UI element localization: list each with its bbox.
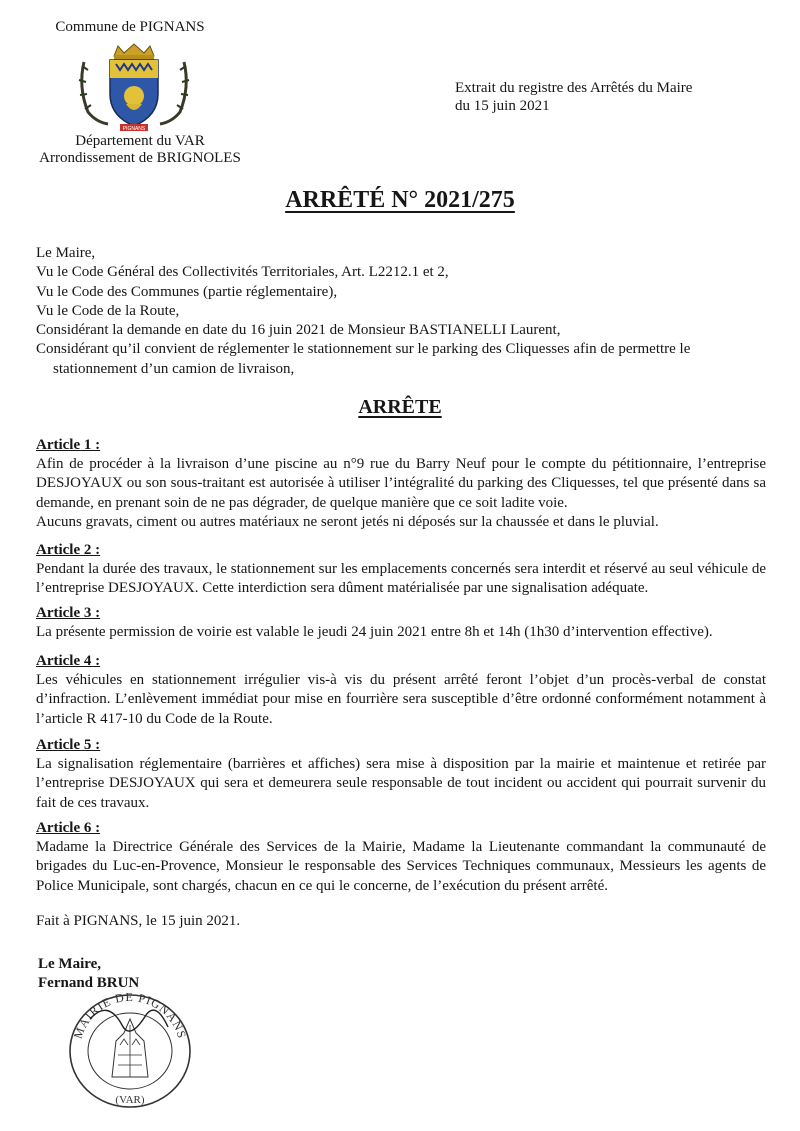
register-extract xyxy=(455,79,692,115)
arrondissement-line: Arrondissement de BRIGNOLES xyxy=(39,150,241,166)
article-title: Article 6 : xyxy=(36,820,101,836)
article-title: Article 1 : xyxy=(36,437,101,453)
preamble-line: Vu le Code des Communes (partie réglementaire), xyxy=(36,283,338,300)
article-2 xyxy=(36,541,766,599)
preamble-line: Vu le Code de la Route, xyxy=(36,302,180,319)
preamble-line: Considérant la demande en date du 16 juin 2021 de Monsieur BASTIANELLI Laurent, xyxy=(36,322,561,339)
article-1 xyxy=(36,436,766,532)
decree-heading: ARRÊTE xyxy=(358,396,442,418)
article-4 xyxy=(36,652,766,729)
article-body: La signalisation réglementaire (barrières et affiches) sera mise à disposition par la mairie et maintenue et retirée par l’entreprise DESJOYAUX qui sera et demeurera seule responsable de tout incident ou accident qui pourrait survenir du fait de ces travaux. xyxy=(36,756,766,811)
article-title: Article 4 : xyxy=(36,653,101,669)
article-title: Article 5 : xyxy=(36,737,101,753)
preamble xyxy=(36,244,756,379)
commune-crest-logo xyxy=(74,42,194,132)
preamble-line: stationnement d’un camion de livraison, xyxy=(53,360,295,377)
department-line: Département du VAR xyxy=(75,133,205,149)
mairie-stamp xyxy=(60,985,200,1113)
signatory-role: Le Maire, xyxy=(38,956,102,972)
article-title: Article 2 : xyxy=(36,542,101,558)
extract-line-2: du 15 juin 2021 xyxy=(455,98,550,114)
signatory-name: Fernand BRUN xyxy=(38,975,140,991)
article-title: Article 3 : xyxy=(36,605,101,621)
preamble-line: Le Maire, xyxy=(36,245,96,261)
signed-place-date: Fait à PIGNANS, le 15 juin 2021. xyxy=(36,913,241,929)
preamble-line: Vu le Code Général des Collectivités Territoriales, Art. L2212.1 et 2, xyxy=(36,264,449,281)
article-body: Les véhicules en stationnement irrégulier vis-à vis du présent arrêté feront l’objet d’un procès-verbal de constat d’infraction. L’enlèvement immédiat pour mise en fourrière sera susceptible d’être ordonné conformément notamment à l’article R 417-10 du Code de la Route. xyxy=(36,672,766,727)
commune-name: Commune de PIGNANS xyxy=(55,19,205,35)
article-3 xyxy=(36,604,766,642)
article-body: Pendant la durée des travaux, le stationnement sur les emplacements concernés sera interdit et réservé au seul véhicule de l’entreprise DESJOYAUX. Cette interdiction sera dûment matérialisée par une signalisation adéquate. xyxy=(36,561,766,597)
svg-text:PIGNANS: PIGNANS xyxy=(122,126,146,132)
svg-text:MAIRIE DE PIGNANS: MAIRIE DE PIGNANS xyxy=(70,989,190,1041)
preamble-line: Considérant qu’il convient de réglementer le stationnement sur le parking des Cliquesses afin de permettre le xyxy=(36,341,691,358)
article-body: Afin de procéder à la livraison d’une piscine au n°9 rue du Barry Neuf pour le compte du pétitionnaire, l’entreprise DESJOYAUX ou son sous-traitant est autorisée à utiliser l’intégralité du parking des Cliquesses, tel que présenté dans sa demande, en prenant soin de ne pas dégrader, de quelque manière que ce soit ladite voie. xyxy=(36,456,766,511)
department-block xyxy=(20,133,260,167)
extract-line-1: Extrait du registre des Arrêtés du Maire xyxy=(455,80,693,96)
decree-title: ARRÊTÉ N° 2021/275 xyxy=(285,187,515,213)
article-body: La présente permission de voirie est valable le jeudi 24 juin 2021 entre 8h et 14h (1h30 d’intervention effective). xyxy=(36,624,713,641)
svg-text:(VAR): (VAR) xyxy=(115,1094,145,1106)
article-body: Madame la Directrice Générale des Services de la Mairie, Madame la Lieutenante commandant la communauté de brigades du Luc-en-Provence, Monsieur le responsable des Services Techniques communaux, Messieurs les agents de Police Municipale, sont chargés, chacun en ce qui le concerne, de l’exécution du présent arrêté. xyxy=(36,839,766,894)
article-body: Aucuns gravats, ciment ou autres matériaux ne seront jetés ni déposés sur la chaussée et dans le pluvial. xyxy=(36,513,659,530)
article-5 xyxy=(36,736,766,813)
article-6 xyxy=(36,819,766,896)
